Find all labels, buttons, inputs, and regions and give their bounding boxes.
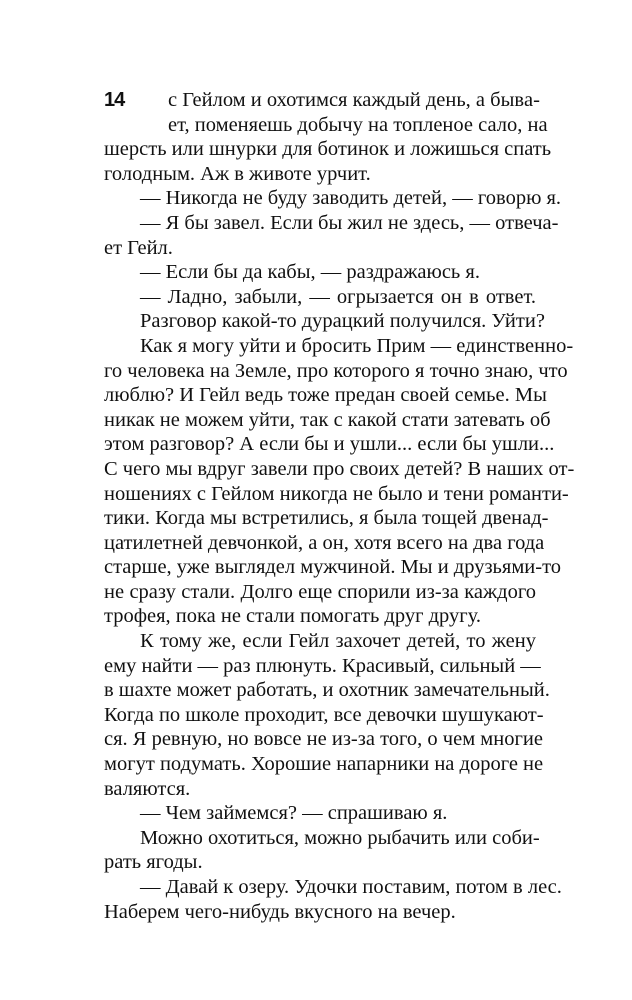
- text-line: ет Гейл.: [104, 236, 173, 259]
- text-line: никак не можем уйти, так с какой стати затевать об: [104, 408, 551, 431]
- text-line: Можно охотиться, можно рыбачить или соби-: [140, 826, 540, 849]
- text-line: могут подумать. Хорошие напарники на дороге не: [104, 753, 544, 776]
- text-line: — Никогда не буду заводить детей, — говорю я.: [140, 187, 562, 210]
- text-line: ет, поменяешь добычу на топленое сало, на: [168, 113, 548, 136]
- text-line: рать ягоды.: [104, 851, 203, 874]
- text-line: валяются.: [104, 777, 191, 800]
- text-line: — Если бы да кабы, — раздражаюсь я.: [140, 261, 480, 284]
- text-line: ся. Я ревную, но вовсе не из-за того, о чем многие: [104, 728, 543, 751]
- text-line: старше, уже выглядел мужчиной. Мы и друзьями-то: [104, 556, 562, 579]
- page-number: 14: [104, 89, 125, 111]
- text-line: шерсть или шнурки для ботинок и ложишься спать: [104, 138, 552, 161]
- text-line: тики. Когда мы встретились, я была тощей двенад-: [104, 507, 549, 530]
- text-line: Как я могу уйти и бросить Прим — единственно-: [140, 334, 574, 357]
- text-line: цатилетней девчонкой, а он, хотя всего на два года: [104, 531, 545, 554]
- text-line: не сразу стали. Долго еще спорили из-за каждого: [104, 580, 536, 603]
- text-line: Разговор какой-то дурацкий получился. Уйти?: [140, 310, 545, 333]
- body-text: [104, 88, 575, 924]
- text-line: люблю? И Гейл ведь тоже предан своей семье. Мы: [104, 384, 547, 407]
- text-line: этом разговор? А если бы и ушли... если бы ушли...: [104, 433, 555, 456]
- text-line: трофея, пока не стали помогать друг другу.: [104, 605, 482, 628]
- text-line: в шахте может работать, и охотник замечательный.: [104, 679, 550, 702]
- text-line: К тому же, если Гейл захочет детей, то жену: [140, 630, 536, 653]
- text-line: — Ладно, забыли, — огрызается он в ответ.: [140, 285, 536, 308]
- text-line: голодным. Аж в животе урчит.: [104, 162, 371, 185]
- text-line: Наберем чего-нибудь вкусного на вечер.: [104, 900, 456, 923]
- text-line: С чего мы вдруг завели про своих детей? В наших от-: [104, 457, 575, 480]
- text-line: го человека на Земле, про которого я точно знаю, что: [104, 359, 568, 382]
- text-line: — Давай к озеру. Удочки поставим, потом в лес.: [140, 876, 562, 898]
- text-line: ношениях с Гейлом никогда не было и тени романти-: [104, 482, 569, 505]
- text-line: с Гейлом и охотимся каждый день, а бывa-: [168, 89, 540, 111]
- text-line: — Чем займемся? — спрашиваю я.: [140, 802, 448, 825]
- text-line: — Я бы завел. Если бы жил не здесь, — отвеча-: [140, 211, 559, 234]
- text-line: Когда по школе проходит, все девочки шушукают-: [104, 703, 544, 726]
- text-line: ему найти — раз плюнуть. Красивый, сильный —: [104, 654, 541, 677]
